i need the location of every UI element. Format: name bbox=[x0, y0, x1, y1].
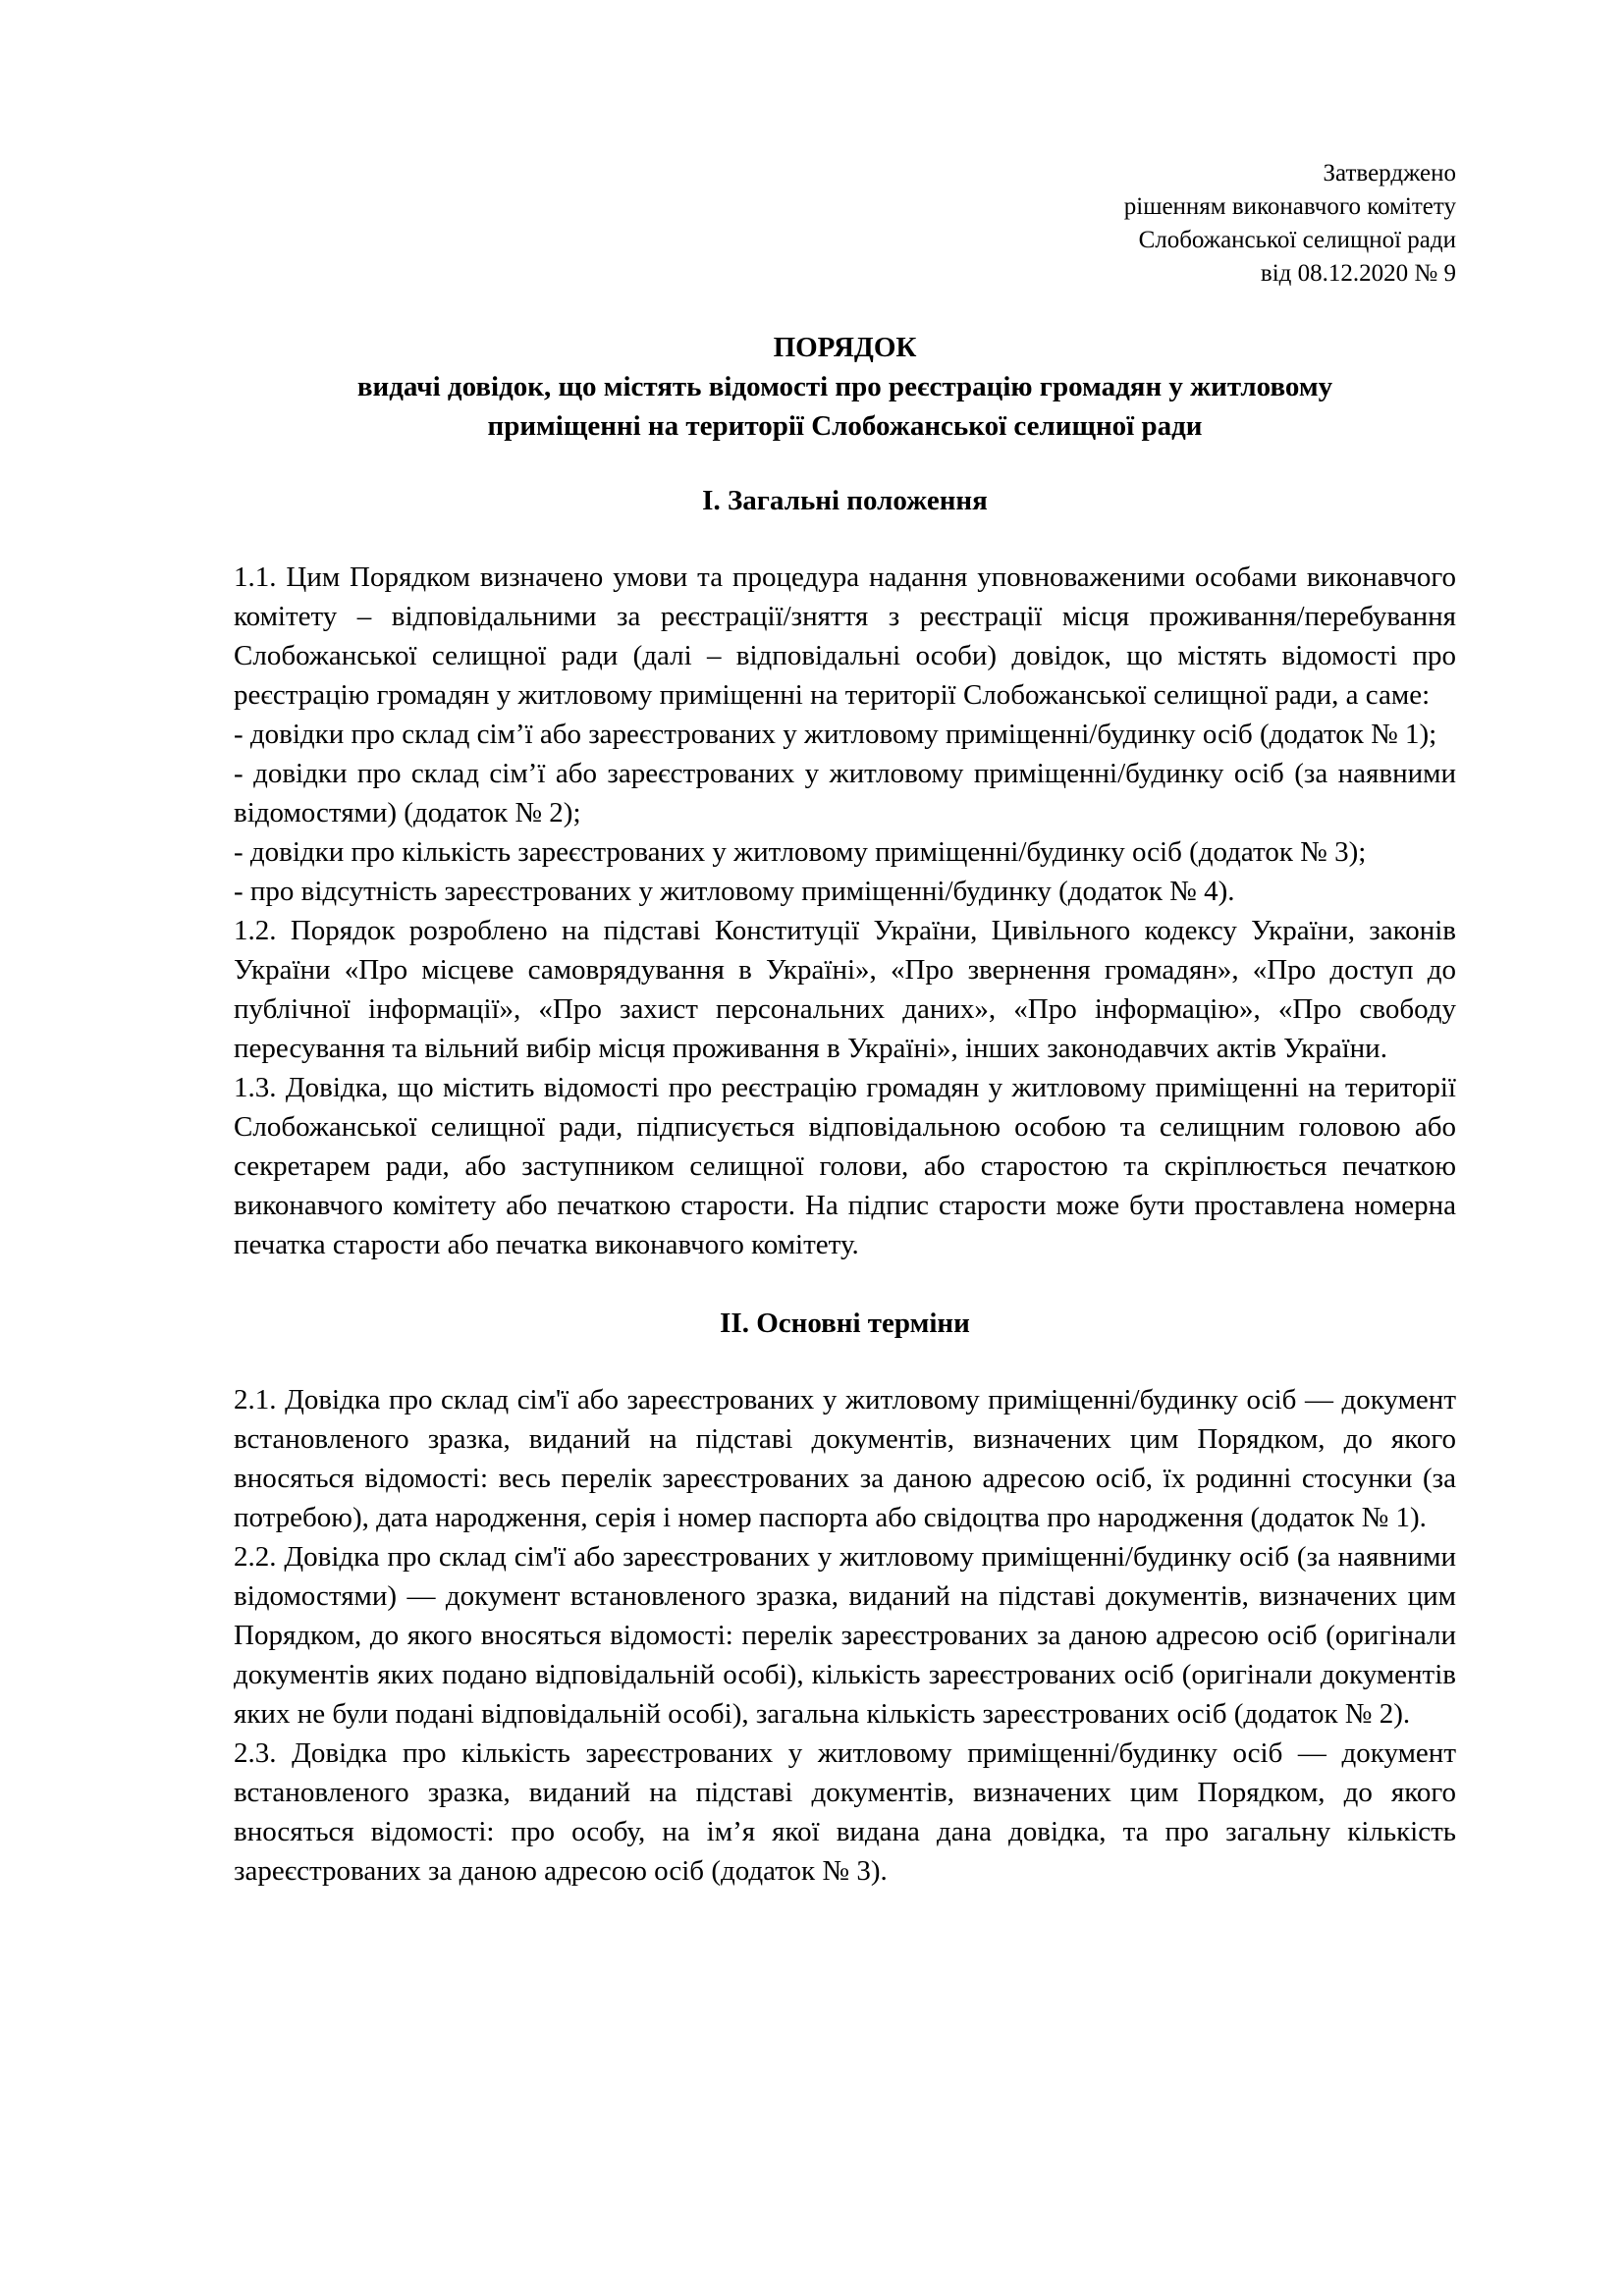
approval-line-council: Слобожанської селищної ради bbox=[1138, 227, 1456, 253]
paragraph-2-3: 2.3. Довідка про кількість зареєстрованих у житловому приміщенні/будинку осіб — документ встановленого зразка, виданий на підставі документів, визначених цим Порядком, до якого вносяться відомості: про особу, на ім’я якої видана дана довідка, та про загальну кількість зареєстрованих за даною адресою осіб (додаток № 3). bbox=[234, 1737, 1456, 1887]
list-item-appendix-1: - довідки про склад сім’ї або зареєстрованих у житловому приміщенні/будинку осіб (додаток № 1); bbox=[234, 719, 1437, 750]
section-1-body bbox=[234, 558, 1456, 1264]
title-subtitle-line-1: видачі довідок, що містять відомості про реєстрацію громадян у житловому bbox=[356, 371, 1333, 402]
approval-line-approved: Затверджено bbox=[1323, 160, 1456, 187]
list-item-appendix-2: - довідки про склад сім’ї або зареєстрованих у житловому приміщенні/будинку осіб (за наявними відомостями) (додаток № 2); bbox=[234, 758, 1456, 828]
title-main: ПОРЯДОК bbox=[773, 332, 917, 363]
document-title bbox=[234, 328, 1456, 446]
list-item-appendix-3: - довідки про кількість зареєстрованих у житловому приміщенні/будинку осіб (додаток № 3); bbox=[234, 836, 1367, 868]
section-2-heading: II. Основні терміни bbox=[720, 1308, 970, 1339]
paragraph-1-2: 1.2. Порядок розроблено на підставі Конституції України, Цивільного кодексу України, законів України «Про місцеве самоврядування в Україні», «Про звернення громадян», «Про доступ до публічної інформації», «Про захист персональних даних», «Про інформацію», «Про свободу пересування та вільний вибір місця проживання в Україні», інших законодавчих актів України. bbox=[234, 915, 1456, 1064]
paragraph-1-3: 1.3. Довідка, що містить відомості про реєстрацію громадян у житловому приміщенні на території Слобожанської селищної ради, підписується відповідальною особою та селищним головою або секретарем ради, або заступником селищної голови, або старостою та скріплюється печаткою виконавчого комітету або печаткою старости. На підпис старости може бути проставлена номерна печатка старости або печатка виконавчого комітету. bbox=[234, 1072, 1456, 1260]
paragraph-1-1: 1.1. Цим Порядком визначено умови та процедура надання уповноваженими особами виконавчого комітету – відповідальними за реєстрації/зняття з реєстрації місця проживання/перебування Слобожанської селищної ради (далі – відповідальні особи) довідок, що містять відомості про реєстрацію громадян у житловому приміщенні на території Слобожанської селищної ради, а саме: bbox=[234, 561, 1456, 711]
approval-line-date: від 08.12.2020 № 9 bbox=[1260, 260, 1456, 287]
section-1-heading: I. Загальні положення bbox=[702, 485, 988, 516]
paragraph-2-1: 2.1. Довідка про склад сім'ї або зареєстрованих у житловому приміщенні/будинку осіб — документ встановленого зразка, виданий на підставі документів, визначених цим Порядком, до якого вносяться відомості: весь перелік зареєстрованих за даною адресою осіб, їх родинні стосунки (за потребою), дата народження, серія і номер паспорта або свідоцтва про народження (додаток № 1). bbox=[234, 1384, 1456, 1533]
paragraph-2-2: 2.2. Довідка про склад сім'ї або зареєстрованих у житловому приміщенні/будинку осіб (за наявними відомостями) — документ встановленого зразка, виданий на підставі документів, визначених цим Порядком, до якого вносяться відомості: перелік зареєстрованих за даною адресою осіб (оригінали документів яких подано відповідальній особі), кількість зареєстрованих осіб (оригінали документів яких не були подані відповідальній особі), загальна кількість зареєстрованих осіб (додаток № 2). bbox=[234, 1541, 1456, 1730]
document-page bbox=[234, 157, 1456, 1891]
approval-line-decision: рішенням виконавчого комітету bbox=[1123, 193, 1456, 220]
section-2-body bbox=[234, 1380, 1456, 1891]
list-item-appendix-4: - про відсутність зареєстрованих у житловому приміщенні/будинку (додаток № 4). bbox=[234, 876, 1235, 907]
title-subtitle-line-2: приміщенні на території Слобожанської селищної ради bbox=[487, 410, 1203, 442]
approval-stamp-block bbox=[234, 157, 1456, 291]
